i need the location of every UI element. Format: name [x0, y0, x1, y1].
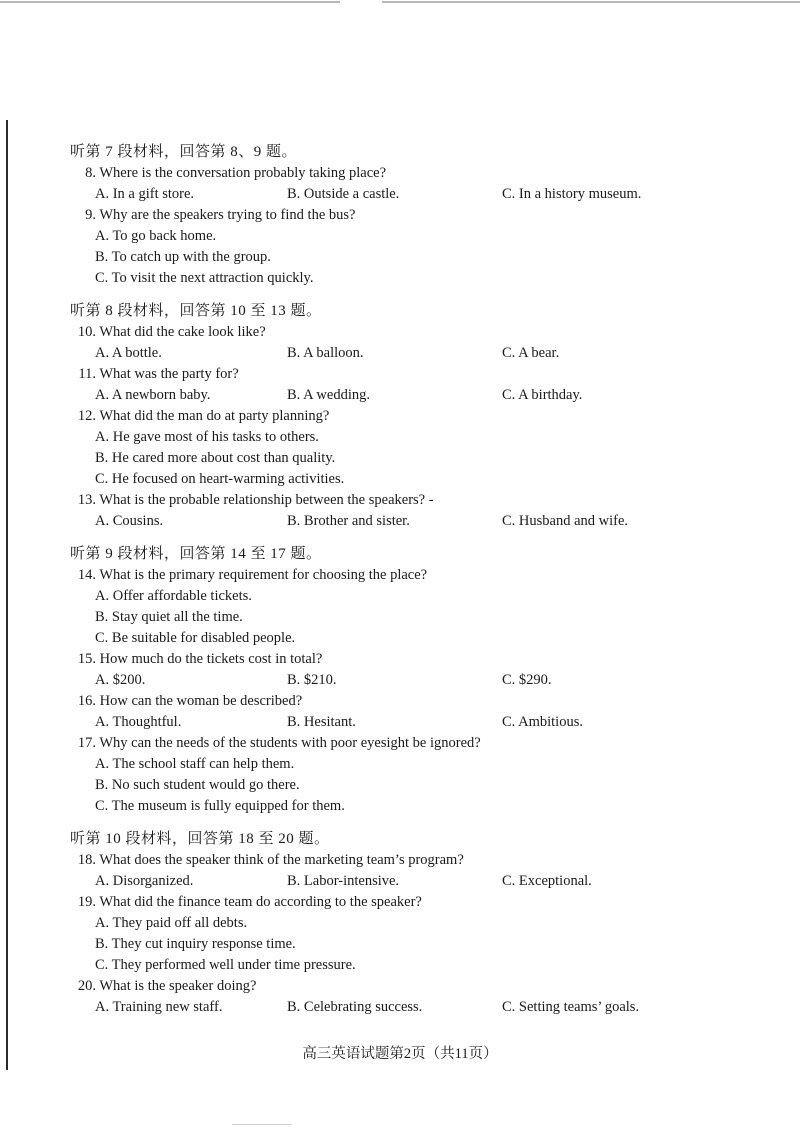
question-text: How much do the tickets cost in total? — [99, 651, 323, 667]
section-header: 听第 9 段材料，回答第 14 至 17 题。 — [70, 546, 322, 562]
bottom-mark — [232, 1124, 292, 1125]
option-c: C. A bear. — [502, 345, 560, 361]
option-row — [0, 343, 800, 364]
option-a: A. Disorganized. — [95, 873, 194, 889]
question-text: What did the cake look like? — [99, 324, 266, 340]
option-c: C. The museum is fully equipped for them. — [95, 798, 345, 814]
question-stem — [74, 565, 800, 586]
top-rule-right — [382, 1, 800, 3]
question-number: 9. — [85, 207, 96, 223]
section-header: 听第 8 段材料，回答第 10 至 13 题。 — [70, 303, 322, 319]
option-a: A. Offer affordable tickets. — [95, 588, 252, 604]
listening-section — [0, 301, 800, 532]
option-a: A. The school staff can help them. — [95, 756, 295, 772]
question-number: 12. — [77, 408, 96, 424]
option-row — [0, 712, 800, 733]
option-c: C. They performed well under time pressure. — [95, 957, 356, 973]
option-row — [0, 511, 800, 532]
option-b: B. He cared more about cost than quality. — [95, 450, 336, 466]
exam-page-content — [0, 142, 800, 1018]
option-c: C. Ambitious. — [502, 714, 583, 730]
question-text: What does the speaker think of the marketing team’s program? — [99, 852, 464, 868]
option-b: B. A balloon. — [287, 345, 364, 361]
question-text: Why are the speakers trying to find the bus? — [99, 207, 356, 223]
option-b: B. Outside a castle. — [287, 186, 400, 202]
option-a: A. Training new staff. — [95, 999, 223, 1015]
option-a: A. In a gift store. — [95, 186, 195, 202]
question-number: 16. — [77, 693, 96, 709]
question-text: How can the woman be described? — [99, 693, 303, 709]
question-stem — [74, 733, 800, 754]
question-number: 13. — [77, 492, 96, 508]
listening-section — [0, 142, 800, 289]
question-stem — [74, 406, 800, 427]
question-stem — [74, 163, 800, 184]
question-text: What is the speaker doing? — [99, 978, 257, 994]
option-c: C. Exceptional. — [502, 873, 592, 889]
option-b: B. To catch up with the group. — [95, 249, 271, 265]
option-b: B. Stay quiet all the time. — [95, 609, 243, 625]
option-row — [0, 184, 800, 205]
option-a: A. He gave most of his tasks to others. — [95, 429, 319, 445]
option-row — [0, 670, 800, 691]
option-a: A. To go back home. — [95, 228, 217, 244]
listening-section — [0, 829, 800, 1018]
option-c: C. He focused on heart-warming activities. — [95, 471, 345, 487]
question-stem — [74, 892, 800, 913]
question-number: 11. — [78, 366, 96, 382]
option-a: A. Cousins. — [95, 513, 164, 529]
question-text: What is the primary requirement for choosing the place? — [99, 567, 428, 583]
option-a: A. $200. — [95, 672, 146, 688]
question-stem — [74, 649, 800, 670]
option-c: C. To visit the next attraction quickly. — [95, 270, 314, 286]
question-stem — [74, 490, 800, 511]
option-c: C. $290. — [502, 672, 552, 688]
top-rule-left — [0, 1, 340, 3]
option-b: B. No such student would go there. — [95, 777, 300, 793]
option-a: A. They paid off all debts. — [95, 915, 248, 931]
option-a: A. A newborn baby. — [95, 387, 211, 403]
option-row — [0, 871, 800, 892]
option-b: B. Brother and sister. — [287, 513, 410, 529]
question-stem — [74, 691, 800, 712]
question-text: Why can the needs of the students with poor eyesight be ignored? — [99, 735, 481, 751]
option-a: A. Thoughtful. — [95, 714, 182, 730]
listening-section — [0, 544, 800, 817]
question-number: 18. — [77, 852, 96, 868]
option-b: B. Labor-intensive. — [287, 873, 400, 889]
question-stem — [74, 322, 800, 343]
question-text: What did the man do at party planning? — [99, 408, 330, 424]
question-number: 15. — [77, 651, 96, 667]
question-stem — [74, 850, 800, 871]
option-b: B. A wedding. — [287, 387, 370, 403]
question-number: 19. — [77, 894, 96, 910]
option-b: B. $210. — [287, 672, 337, 688]
option-b: B. Hesitant. — [287, 714, 356, 730]
option-c: C. A birthday. — [502, 387, 583, 403]
question-text: Where is the conversation probably taking place? — [99, 165, 387, 181]
option-c: C. Be suitable for disabled people. — [95, 630, 296, 646]
question-stem — [74, 364, 800, 385]
question-stem — [74, 205, 800, 226]
option-row — [0, 997, 800, 1018]
option-row — [0, 385, 800, 406]
question-text: What was the party for? — [99, 366, 239, 382]
section-header: 听第 7 段材料，回答第 8、9 题。 — [70, 144, 298, 160]
page-footer: 高三英语试题第2页（共11页） — [302, 1046, 498, 1062]
option-c: C. Husband and wife. — [502, 513, 629, 529]
section-header: 听第 10 段材料，回答第 18 至 20 题。 — [70, 831, 330, 847]
option-c: C. In a history museum. — [502, 186, 642, 202]
question-number: 8. — [85, 165, 96, 181]
question-text: What did the finance team do according to the speaker? — [99, 894, 422, 910]
section-gap — [0, 532, 800, 544]
question-number: 14. — [77, 567, 96, 583]
section-gap — [0, 289, 800, 301]
question-text: What is the probable relationship between the speakers? - — [99, 492, 434, 508]
option-c: C. Setting teams’ goals. — [502, 999, 640, 1015]
section-gap — [0, 817, 800, 829]
question-number: 20. — [77, 978, 96, 994]
question-number: 10. — [77, 324, 96, 340]
option-b: B. They cut inquiry response time. — [95, 936, 296, 952]
question-stem — [74, 976, 800, 997]
option-a: A. A bottle. — [95, 345, 162, 361]
option-b: B. Celebrating success. — [287, 999, 423, 1015]
question-number: 17. — [77, 735, 96, 751]
